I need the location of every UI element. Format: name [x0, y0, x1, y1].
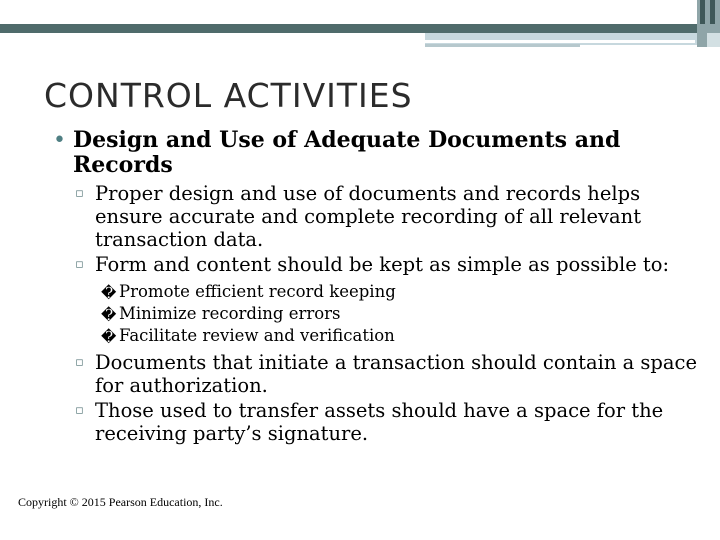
slide-body	[53, 128, 703, 445]
subpoint-text: Promote efficient record keeping	[119, 282, 396, 301]
missing-glyph-bullet-icon: �	[101, 284, 117, 302]
subpoint-text: Minimize recording errors	[119, 304, 341, 323]
missing-glyph-bullet-icon: �	[101, 306, 117, 324]
point-text: Documents that initiate a transaction should contain a space for authorization.	[95, 351, 697, 397]
main-heading: Design and Use of Adequate Documents and Records	[73, 127, 621, 178]
point-text: Those used to transfer assets should have a space for the receiving party’s signature.	[95, 399, 664, 445]
subpoint-item	[53, 281, 703, 303]
bullet-icon: •	[53, 128, 66, 153]
subpoint-text: Facilitate review and verification	[119, 326, 395, 345]
slide-title: CONTROL ACTIVITIES	[44, 76, 413, 115]
subpoint-item	[53, 325, 703, 347]
corner-stripe-1	[700, 0, 705, 24]
point-item	[53, 351, 703, 397]
top-decoration	[0, 0, 720, 26]
missing-glyph-bullet-icon: �	[101, 328, 117, 346]
main-heading-item	[53, 128, 703, 178]
point-item	[53, 253, 703, 276]
square-bullet-icon: ▫	[75, 403, 84, 418]
point-item	[53, 399, 703, 445]
header-thin-line	[425, 40, 695, 43]
point-item	[53, 182, 703, 251]
subpoint-item	[53, 303, 703, 325]
header-underline	[425, 44, 580, 47]
point-text: Form and content should be kept as simple as possible to:	[95, 253, 670, 276]
point-text: Proper design and use of documents and records helps ensure accurate and complete recording of all relevant transaction data.	[95, 182, 642, 251]
square-bullet-icon: ▫	[75, 355, 84, 370]
square-bullet-icon: ▫	[75, 186, 84, 201]
square-bullet-icon: ▫	[75, 257, 84, 272]
copyright-footer: Copyright © 2015 Pearson Education, Inc.	[18, 495, 223, 509]
corner-block-light	[707, 33, 720, 47]
corner-stripe-2	[710, 0, 715, 24]
header-band-dark	[0, 24, 720, 33]
